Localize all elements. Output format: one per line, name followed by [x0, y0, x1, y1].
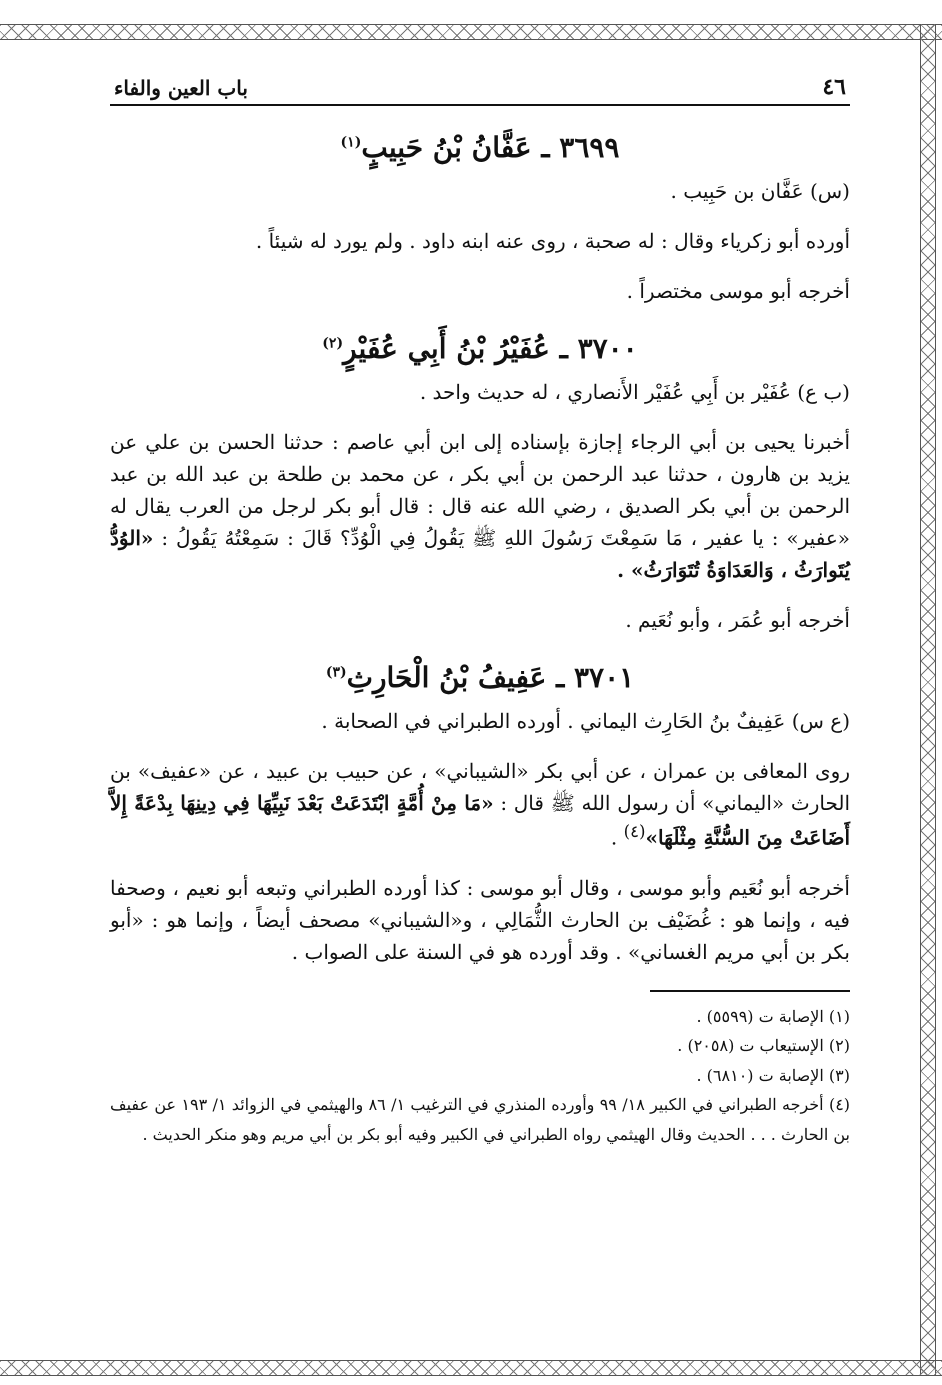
- ornamental-border-right: [920, 24, 936, 1376]
- footnote: (١) الإصابة ت (٥٥٩٩) .: [696, 1006, 850, 1026]
- ornamental-border-bottom: [0, 1360, 942, 1376]
- entry-narration: روى المعافى بن عمران ، عن أبي بكر «الشيباني» ، عن حبيب بن عبيد ، عن «عفيف» بن الحارث «اليماني» أن رسول الله ﷺ قال : «مَا مِنْ أُمَّةٍ ابْتَدَعَتْ بَعْدَ نَبِيِّهَا فِي دِينِهَا بِدْعَةً إِلاَّ أَضَاعَتْ مِنَ السُّنَّةِ مِثْلَهَا»$^{(٤)}$ .: [110, 759, 851, 850]
- entry-closing: أخرجه أبو عُمَر ، وأبو نُعَيم .: [625, 608, 850, 632]
- footnote-ref: (٢): [322, 335, 344, 352]
- footnote-ref: (١): [340, 134, 362, 151]
- entry-intro: (ب ع) عُفَيْر بن أَبِي عُفَيْر الأَنصاري ، له حديث واحد .: [419, 380, 850, 404]
- footnote-ref: (٣): [325, 664, 347, 681]
- entry-title: ٣٦٩٩ ـ عَفَّانُ بْنُ حَبِيبٍ$^{(١)}$: [340, 131, 620, 164]
- entry-narration: أخبرنا يحيى بن أبي الرجاء إجازة بإسناده إلى ابن أبي عاصم : حدثنا الحسن بن علي عن يزيد بن هارون ، حدثنا عبد الرحمن بن أبي بكر ، عن محمد بن طلحة بن عبد الله بن عبد الرحمن بن أبي بكر الصديق ، رضي الله عنه قال : قال أبو بكر لرجل من العرب يقال له «عفير» : يا عفير ، مَا سَمِعْتَ رَسُولَ اللهِ ﷺ يَقُولُ فِي الْوُدِّ؟ قَالَ : سَمِعْتُهُ يَقُولُ : «الوُدُّ يُتَوارَثُ ، وَالعَدَاوَةُ تُتَوَارَثُ» .: [110, 430, 850, 582]
- running-header: [110, 60, 850, 106]
- footnote-ref: (٤): [623, 822, 646, 841]
- hadith-text: «مَا مِنْ أُمَّةٍ ابْتَدَعَتْ بَعْدَ نَبِيِّهَا فِي دِينِهَا بِدْعَةً إِلاَّ أَضَاعَتْ مِنَ السُّنَّةِ مِثْلَهَا»: [110, 791, 850, 850]
- entry-title: ٣٧٠٠ ـ عُفَيْرُ بْنُ أَبِي عُفَيْرٍ$^{(٢)}$: [322, 332, 638, 365]
- entry-paragraph: أخرجه أبو موسى مختصراً .: [626, 279, 850, 303]
- footnote: (٤) أخرجه الطبراني في الكبير ١٨/ ٩٩ وأورده المنذري في الترغيب ١/ ٨٦ والهيثمي في الزوائد ١/ ١٩٣ عن عفيف بن الحارث . . . الحديث وقال الهيثمي رواه الطبراني في الكبير وفيه أبو بكر بن أبي مريم وهو منكر الحديث .: [110, 1095, 851, 1145]
- chapter-title: باب العين والفاء: [114, 76, 248, 100]
- entry-title: ٣٧٠١ ـ عَفِيفُ بْنُ الْحَارِثِ$^{(٣)}$: [325, 661, 635, 694]
- entry-paragraph: (س) عَفَّان بن حَبِيب .: [670, 179, 850, 203]
- entry-paragraph: أورده أبو زكرياء وقال : له صحبة ، روى عنه ابنه داود . ولم يورد له شيئاً .: [255, 229, 850, 253]
- ornamental-border-top: [0, 24, 942, 40]
- hadith-text: «الوُدُّ يُتَوارَثُ ، وَالعَدَاوَةُ تُتَوَارَثُ» .: [110, 526, 850, 582]
- entry-closing: أخرجه أبو نُعَيم وأبو موسى ، وقال أبو موسى : كذا أورده الطبراني وتبعه أبو نعيم ، وصحفا فيه ، وإنما هو : غُضَيْف بن الحارث الثُّمَالِي ، و«الشيباني» مصحف أيضاً ، وإنما هو : «أبو بكر بن أبي مريم الغساني» . وقد أورده هو في السنة على الصواب .: [110, 875, 850, 964]
- entry-intro: (ع س) عَفِيفٌ بنُ الحَارِث اليماني . أورده الطبراني في الصحابة .: [321, 709, 850, 733]
- footnotes: [110, 1002, 850, 1150]
- book-page: [110, 60, 850, 1340]
- footnote-separator: [650, 990, 850, 992]
- footnote: (٢) الإستيعاب ت (٢٠٥٨) .: [677, 1036, 850, 1056]
- page-number: ٤٦: [822, 74, 846, 100]
- footnote: (٣) الإصابة ت (٦٨١٠) .: [696, 1065, 850, 1085]
